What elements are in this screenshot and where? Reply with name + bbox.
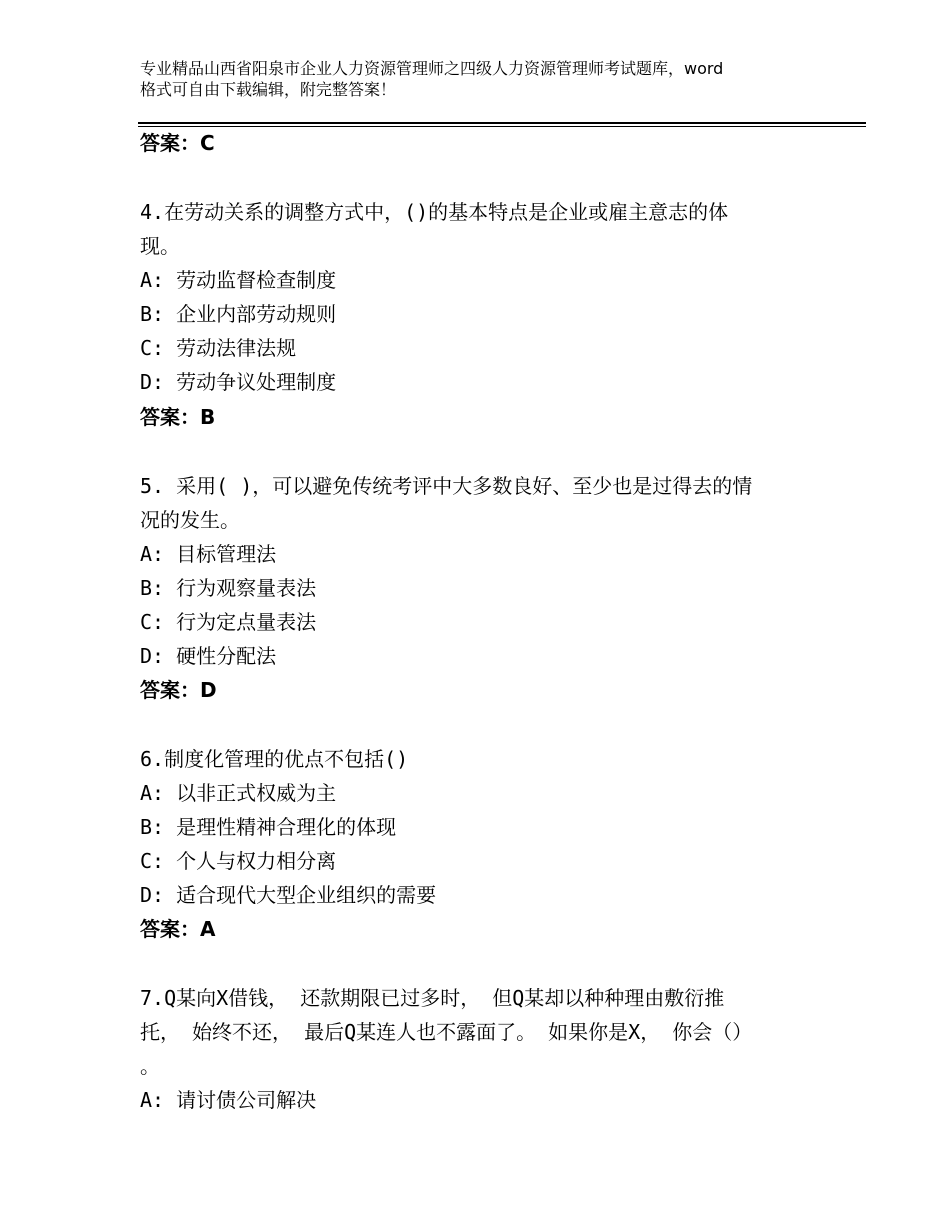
q6-option-b: B: 是理性精神合理化的体现	[140, 815, 397, 839]
document-header	[140, 58, 840, 100]
q4-option-b: B: 企业内部劳动规则	[140, 302, 337, 326]
q5-option-d: D: 硬性分配法	[140, 644, 277, 668]
q7-stem-line-2: 托， 始终不还， 最后Q某连人也不露面了。 如果你是X， 你会（）	[140, 1020, 753, 1044]
q4-answer: 答案：B	[140, 405, 216, 429]
q4-option-d: D: 劳动争议处理制度	[140, 370, 337, 394]
header-rule-thick	[138, 122, 866, 124]
q7-stem-line-1: 7.Q某向X借钱， 还款期限已过多时， 但Q某却以种种理由敷衍推	[140, 986, 725, 1010]
q6-option-d: D: 适合现代大型企业组织的需要	[140, 883, 437, 907]
q6-answer: 答案：A	[140, 917, 216, 941]
q4-stem-line-1: 4.在劳动关系的调整方式中，()的基本特点是企业或雇主意志的体	[140, 200, 729, 224]
q4-option-a: A: 劳动监督检查制度	[140, 268, 337, 292]
q5-option-c: C: 行为定点量表法	[140, 610, 317, 634]
q6-option-c: C: 个人与权力相分离	[140, 849, 337, 873]
header-line-2: 格式可自由下载编辑，附完整答案！	[140, 80, 397, 99]
header-line-1: 专业精品山西省阳泉市企业人力资源管理师之四级人力资源管理师考试题库，word	[140, 59, 724, 78]
q5-answer: 答案：D	[140, 678, 217, 702]
q6-stem-line-1: 6.制度化管理的优点不包括()	[140, 747, 409, 771]
q7-stem-line-3: 。	[140, 1054, 160, 1078]
q5-stem-line-2: 况的发生。	[140, 508, 240, 532]
answer-previous: 答案：C	[140, 131, 215, 155]
q7-option-a: A: 请讨债公司解决	[140, 1088, 317, 1112]
q4-option-c: C: 劳动法律法规	[140, 336, 297, 360]
header-rule-thin	[138, 126, 866, 127]
q5-stem-line-1: 5. 采用( )，可以避免传统考评中大多数良好、至少也是过得去的情	[140, 474, 753, 498]
q5-option-a: A: 目标管理法	[140, 542, 277, 566]
q6-option-a: A: 以非正式权威为主	[140, 781, 337, 805]
q5-option-b: B: 行为观察量表法	[140, 576, 317, 600]
q4-stem-line-2: 现。	[140, 234, 180, 258]
